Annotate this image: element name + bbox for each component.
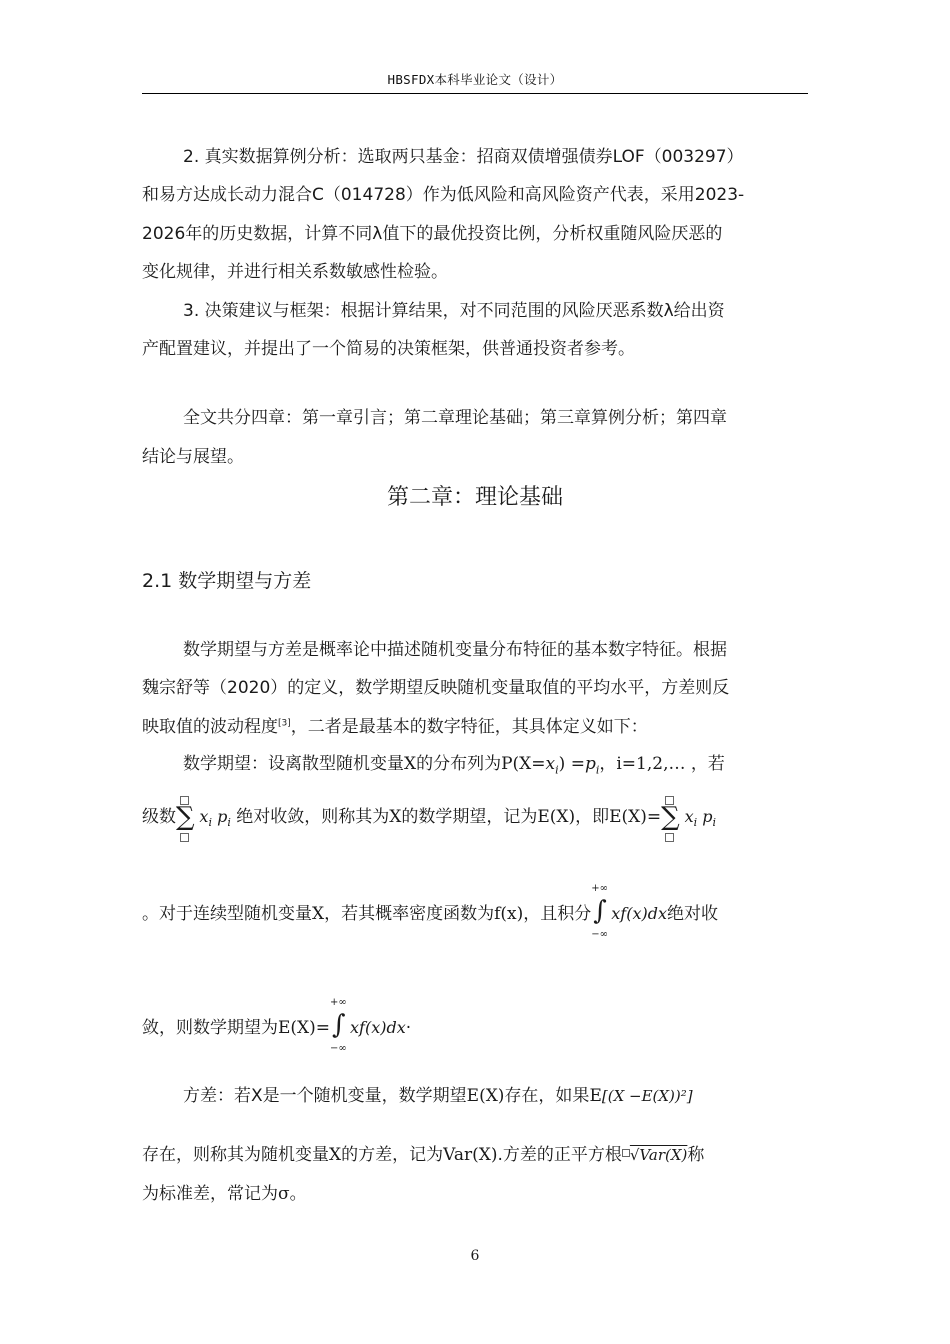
para-1-line-3: 2026年的历史数据，计算不同λ值下的最优投资比例，分析权重随风险厌恶的 [142,224,723,244]
variance-line-3 [142,1186,307,1203]
math-Var: Var(X) [443,1145,498,1165]
math-xi-pi [684,807,717,830]
exp-text-3: ，若 [690,754,725,774]
math-EX-eq: E(X)= [278,1018,331,1038]
integral-symbol [330,997,350,1054]
math-p: p [702,807,713,826]
expectation-line-4 [142,997,412,1054]
lower-limit: −∞ [330,1043,347,1054]
body-line-3 [142,719,648,736]
math-sub-i: i [208,816,212,830]
integral-glyph: ∫ [593,896,607,926]
math-p: p [584,754,596,774]
body-line-3-text-b: ，二者是最基本的数字特征，其具体定义如下： [290,717,648,737]
math-sub-i: i [595,763,600,777]
dot: · [405,1018,412,1038]
page-number: 6 [470,1248,480,1264]
math-sub-i: i [693,816,698,830]
math-x: x [684,807,694,826]
var-text-7: 称 [687,1145,705,1165]
para-3-line-2: 结论与展望。 [142,447,244,467]
math-sigma: σ [278,1184,290,1204]
para-1-line-1: 2. 真实数据算例分析：选取两只基金：招商双债增强债券LOF（003297） [183,147,744,167]
math-E: E [589,1086,602,1106]
math-P: P(X= [501,754,546,774]
comma: ， [599,754,617,774]
var-text-8: 为标准差，常记为 [142,1184,278,1204]
math-sqrt-var: √Var(X) [629,1146,688,1164]
body-line-3-text-a: 映取值的波动程度 [142,717,278,737]
para-1-line-2: 和易方达成长动力混合C（014728）作为低风险和高风险资产代表，采用2023- [142,185,745,205]
var-X: X [404,754,417,774]
para-2-line-1: 3. 决策建议与框架：根据计算结果，对不同范围的风险厌恶系数λ给出资 [183,301,725,321]
sum-symbol [661,802,679,832]
math-p: p [217,807,228,826]
body-line-1: 数学期望与方差是概率论中描述随机变量分布特征的基本数字特征。根据 [183,640,727,660]
lower-limit: −∞ [591,929,608,940]
math-EX-eq: E(X)= [609,807,662,827]
body-line-2: 魏宗舒等（2020）的定义，数学期望反映随机变量取值的平均水平，方差则反 [142,678,730,698]
exp-text-4: 级数 [142,807,176,827]
math-sub-i: i [712,816,717,830]
para-1-line-4: 变化规律，并进行相关系数敏感性检验。 [142,262,448,282]
citation-3: [3] [278,718,291,729]
math-sub-i: i [227,816,231,830]
math-eq: ) = [558,754,585,774]
var-text-5: 的方差，记为 [341,1145,444,1165]
var-text-2: 是一个随机变量，数学期望 [262,1086,467,1106]
integral-symbol [591,883,611,940]
sum-lower-box [665,833,674,842]
var-text-4: 存在，则称其为随机变量 [142,1145,329,1165]
exp-text-8: 。对于连续型随机变量 [142,904,312,924]
variance-line-2 [142,1147,704,1164]
math-x: x [199,807,209,826]
sum-symbol [176,802,194,832]
math-x: x [545,754,556,774]
math-EX: E(X) [466,1086,505,1106]
var-X: X [389,807,402,827]
sigma-glyph: ∑ [176,802,195,832]
para-2-line-2: 产配置建议，并提出了一个简易的决策框架，供普通投资者参考。 [142,339,635,359]
math-EX: E(X) [537,807,576,827]
var-X: X [329,1145,342,1165]
running-header: HBSFDX本科毕业论文（设计） [387,72,563,87]
math-fx: f(x) [494,904,524,924]
variance-line-1 [183,1088,693,1105]
para-3-line-1: 全文共分四章：第一章引言；第二章理论基础；第三章算例分析；第四章 [183,408,727,428]
math-range: i=1,2,… [616,754,686,774]
expectation-line-1 [183,756,725,775]
root-index-box [622,1149,630,1157]
math-variance-expr: [(X −E(X))²] [601,1087,693,1105]
section-title: 2.1 数学期望与方差 [142,570,312,592]
math-xi-pi [199,807,231,830]
header-rule [142,93,808,94]
expectation-line-3 [142,883,718,940]
math-integrand: xf(x)dx [611,904,667,923]
exp-text-10: ，且积分 [523,904,592,924]
expectation-line-2 [142,802,716,832]
upper-limit: +∞ [330,997,347,1008]
exp-text-11: 绝对收 [666,904,718,924]
exp-text-12: 敛，则数学期望为 [142,1018,278,1038]
exp-text-9: ，若其概率密度函数为 [324,904,495,924]
math-integrand: xf(x)dx [350,1018,406,1037]
sum-lower-box [180,833,189,842]
var-text-1: 方差：若 [183,1086,251,1106]
sigma-glyph: ∑ [661,802,680,832]
exp-text-5: 绝对收敛，则称其为 [236,807,390,827]
integral-glyph: ∫ [332,1010,346,1040]
var-X: X [251,1086,263,1106]
exp-text-6: 的数学期望，记为 [401,807,538,827]
chapter-title: 第二章：理论基础 [386,485,563,510]
var-text-6: .方差的正平方根 [497,1145,622,1165]
math-sub-i: i [555,763,559,777]
var-text-9: 。 [289,1184,307,1204]
var-text-3: 存在，如果 [504,1086,590,1106]
exp-text-7: ，即 [575,807,610,827]
upper-limit: +∞ [591,883,608,894]
var-X: X [312,904,325,924]
exp-text-2: 的分布列为 [416,754,502,774]
exp-text-1: 数学期望：设离散型随机变量 [183,754,404,774]
